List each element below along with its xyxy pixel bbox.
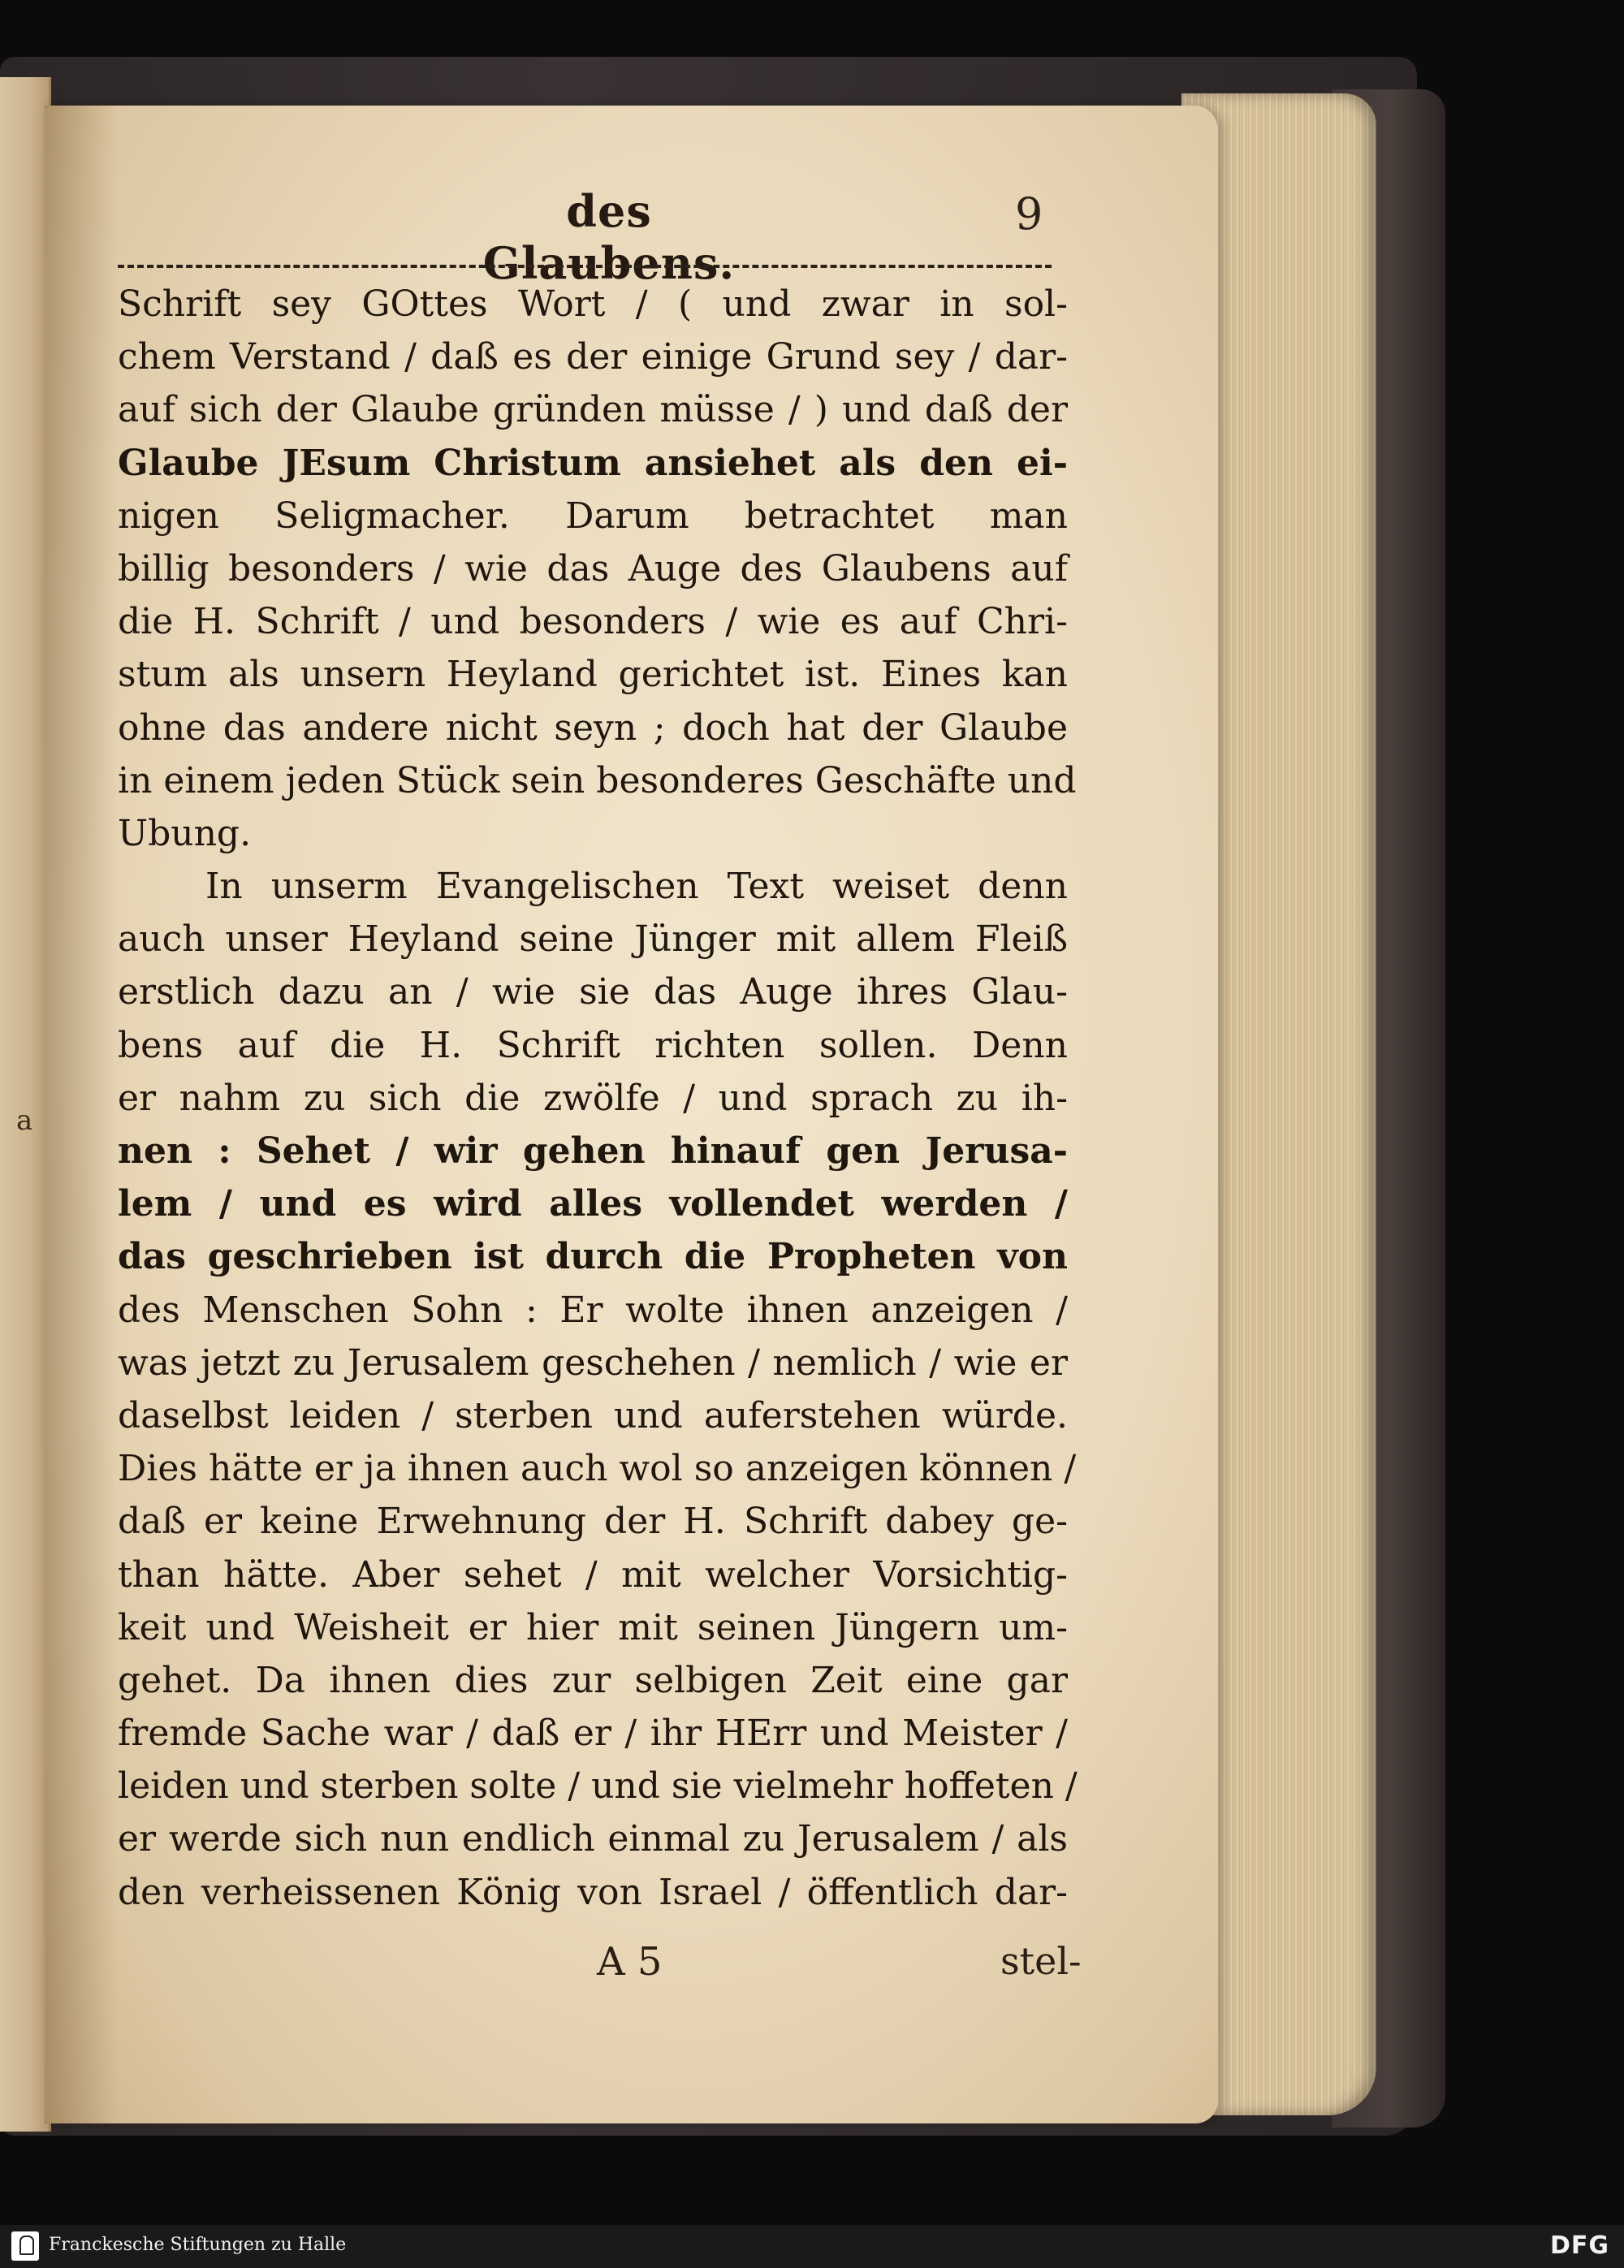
text-line: billig besonders / wie das Auge des Glaubens auf — [118, 547, 1068, 590]
text-line: nigen Seligmacher. Darum betrachtet man — [118, 495, 1068, 537]
text-line: daß er keine Erwehnung der H. Schrift dabey ge- — [118, 1501, 1068, 1543]
margin-mark: a — [16, 1104, 33, 1137]
text-line: Glaube JEsum Christum ansiehet als den ei- — [118, 442, 1068, 484]
footer-bar — [0, 2225, 1624, 2268]
text-line: leiden und sterben solte / und sie vielmehr hoffeten / — [118, 1765, 1078, 1808]
text-line: than hätte. Aber sehet / mit welcher Vorsichtig- — [118, 1553, 1068, 1596]
text-line: Dies hätte er ja ihnen auch wol so anzeigen können / — [118, 1448, 1077, 1490]
text-line: auf sich der Glaube gründen müsse / ) und daß der — [118, 389, 1068, 431]
signature-mark: A 5 — [597, 1939, 663, 1985]
text-line: den verheissenen König von Israel / öffentlich dar- — [118, 1871, 1068, 1913]
text-line: daselbst leiden / sterben und auferstehen würde. — [118, 1394, 1068, 1436]
catchword: stel- — [1000, 1939, 1082, 1983]
text-line: Ubung. — [118, 812, 252, 854]
footer-institution[interactable]: Franckesche Stiftungen zu Halle — [49, 2235, 347, 2255]
text-line: er werde sich nun endlich einmal zu Jerusalem / als — [118, 1818, 1068, 1860]
text-line: in einem jeden Stück sein besonderes Geschäfte und — [118, 759, 1077, 801]
text-line: was jetzt zu Jerusalem geschehen / nemlich / wie er — [118, 1341, 1068, 1384]
text-line: bens auf die H. Schrift richten sollen. Denn — [118, 1024, 1068, 1066]
text-line: gehet. Da ihnen dies zur selbigen Zeit eine gar — [118, 1659, 1068, 1701]
page-number: 9 — [1015, 188, 1043, 240]
header-rule — [118, 265, 1052, 268]
text-line: erstlich dazu an / wie sie das Auge ihres Glau- — [118, 971, 1068, 1013]
text-line: auch unser Heyland seine Jünger mit allem Fleiß — [118, 918, 1068, 961]
institution-logo-icon — [11, 2231, 39, 2261]
text-line: das geschrieben ist durch die Propheten von — [118, 1236, 1068, 1278]
text-line: er nahm zu sich die zwölfe / und sprach zu ih- — [118, 1077, 1068, 1119]
text-line: des Menschen Sohn : Er wolte ihnen anzeigen / — [118, 1289, 1068, 1331]
text-line: Schrift sey GOttes Wort / ( und zwar in sol- — [118, 283, 1068, 325]
text-line: lem / und es wird alles vollendet werden / — [118, 1183, 1068, 1225]
text-line: stum als unsern Heyland gerichtet ist. Eines kan — [118, 654, 1068, 696]
text-line: keit und Weisheit er hier mit seinen Jüngern um- — [118, 1606, 1068, 1648]
text-line: ohne das andere nicht seyn ; doch hat der Glaube — [118, 706, 1068, 749]
body-text — [118, 278, 1078, 1919]
text-line: nen : Sehet / wir gehen hinauf gen Jerusa- — [118, 1130, 1068, 1172]
text-line: die H. Schrift / und besonders / wie es auf Chri- — [118, 601, 1068, 643]
text-line: fremde Sache war / daß er / ihr HErr und Meister / — [118, 1713, 1068, 1755]
page-gutter-shadow — [45, 106, 118, 2123]
running-head-title: des Glaubens. — [482, 185, 736, 289]
text-line: chem Verstand / daß es der einige Grund sey / dar- — [118, 336, 1068, 378]
text-line: In unserm Evangelischen Text weiset denn — [205, 866, 1068, 908]
dfg-logo[interactable]: DFG — [1549, 2231, 1609, 2260]
